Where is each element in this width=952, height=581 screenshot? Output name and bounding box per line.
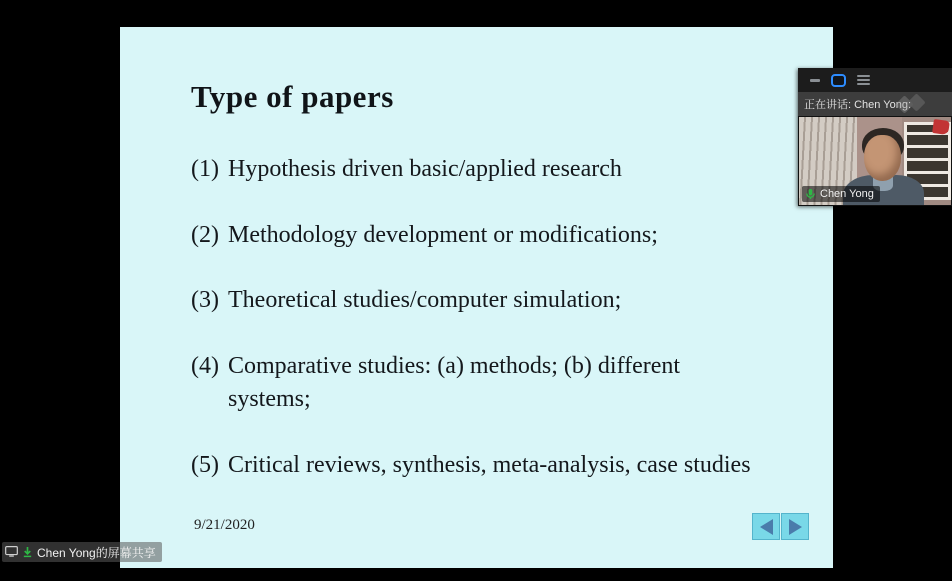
next-slide-button[interactable] (781, 513, 809, 540)
speaker-view-icon (831, 74, 846, 87)
list-item (191, 449, 803, 483)
list-item (191, 219, 803, 253)
list-item (191, 153, 803, 187)
previous-slide-button[interactable] (752, 513, 780, 540)
speaker-view-button[interactable] (831, 74, 846, 87)
minimize-icon (810, 79, 820, 82)
screen-share-indicator (2, 542, 162, 562)
list-item (191, 284, 803, 318)
slide-date: 9/21/2020 (194, 517, 255, 533)
participant-video-panel (798, 68, 952, 206)
slide-title: Type of papers (191, 79, 394, 114)
slide-list (191, 153, 803, 483)
share-arrow-icon (22, 546, 33, 558)
item-text: Theoretical studies/computer simulation; (228, 287, 622, 314)
slide-nav-buttons (752, 513, 809, 540)
item-number: (3) (191, 287, 219, 314)
screen-monitor-icon (5, 546, 18, 558)
arrow-right-icon (789, 519, 802, 535)
participant-name-tag (802, 186, 880, 202)
arrow-left-icon (760, 519, 773, 535)
participant-name: Chen Yong (820, 188, 874, 200)
gallery-view-icon (857, 75, 870, 85)
item-number: (5) (191, 451, 219, 478)
item-text: Comparative studies: (a) methods; (b) different systems; (228, 352, 681, 413)
item-text: Critical reviews, synthesis, meta-analysis, case studies (228, 451, 751, 478)
item-number: (2) (191, 221, 219, 248)
participant-video[interactable] (798, 116, 952, 206)
share-banner-label: Chen Yong的屏幕共享 (37, 545, 156, 560)
item-number: (1) (191, 156, 219, 182)
list-item (191, 350, 803, 417)
video-panel-header (798, 68, 952, 92)
gallery-view-button[interactable] (857, 75, 870, 85)
item-text: Hypothesis driven basic/applied research (228, 156, 622, 182)
now-speaking-label: 正在讲话: Chen Yong: (804, 99, 912, 111)
shared-slide (120, 27, 833, 568)
item-text: Methodology development or modifications; (228, 221, 658, 248)
minimize-button[interactable] (810, 79, 820, 82)
watermark-diamonds-icon (898, 96, 934, 112)
item-number: (4) (191, 352, 219, 379)
mic-icon (805, 188, 816, 200)
now-speaking-bar (798, 92, 952, 116)
